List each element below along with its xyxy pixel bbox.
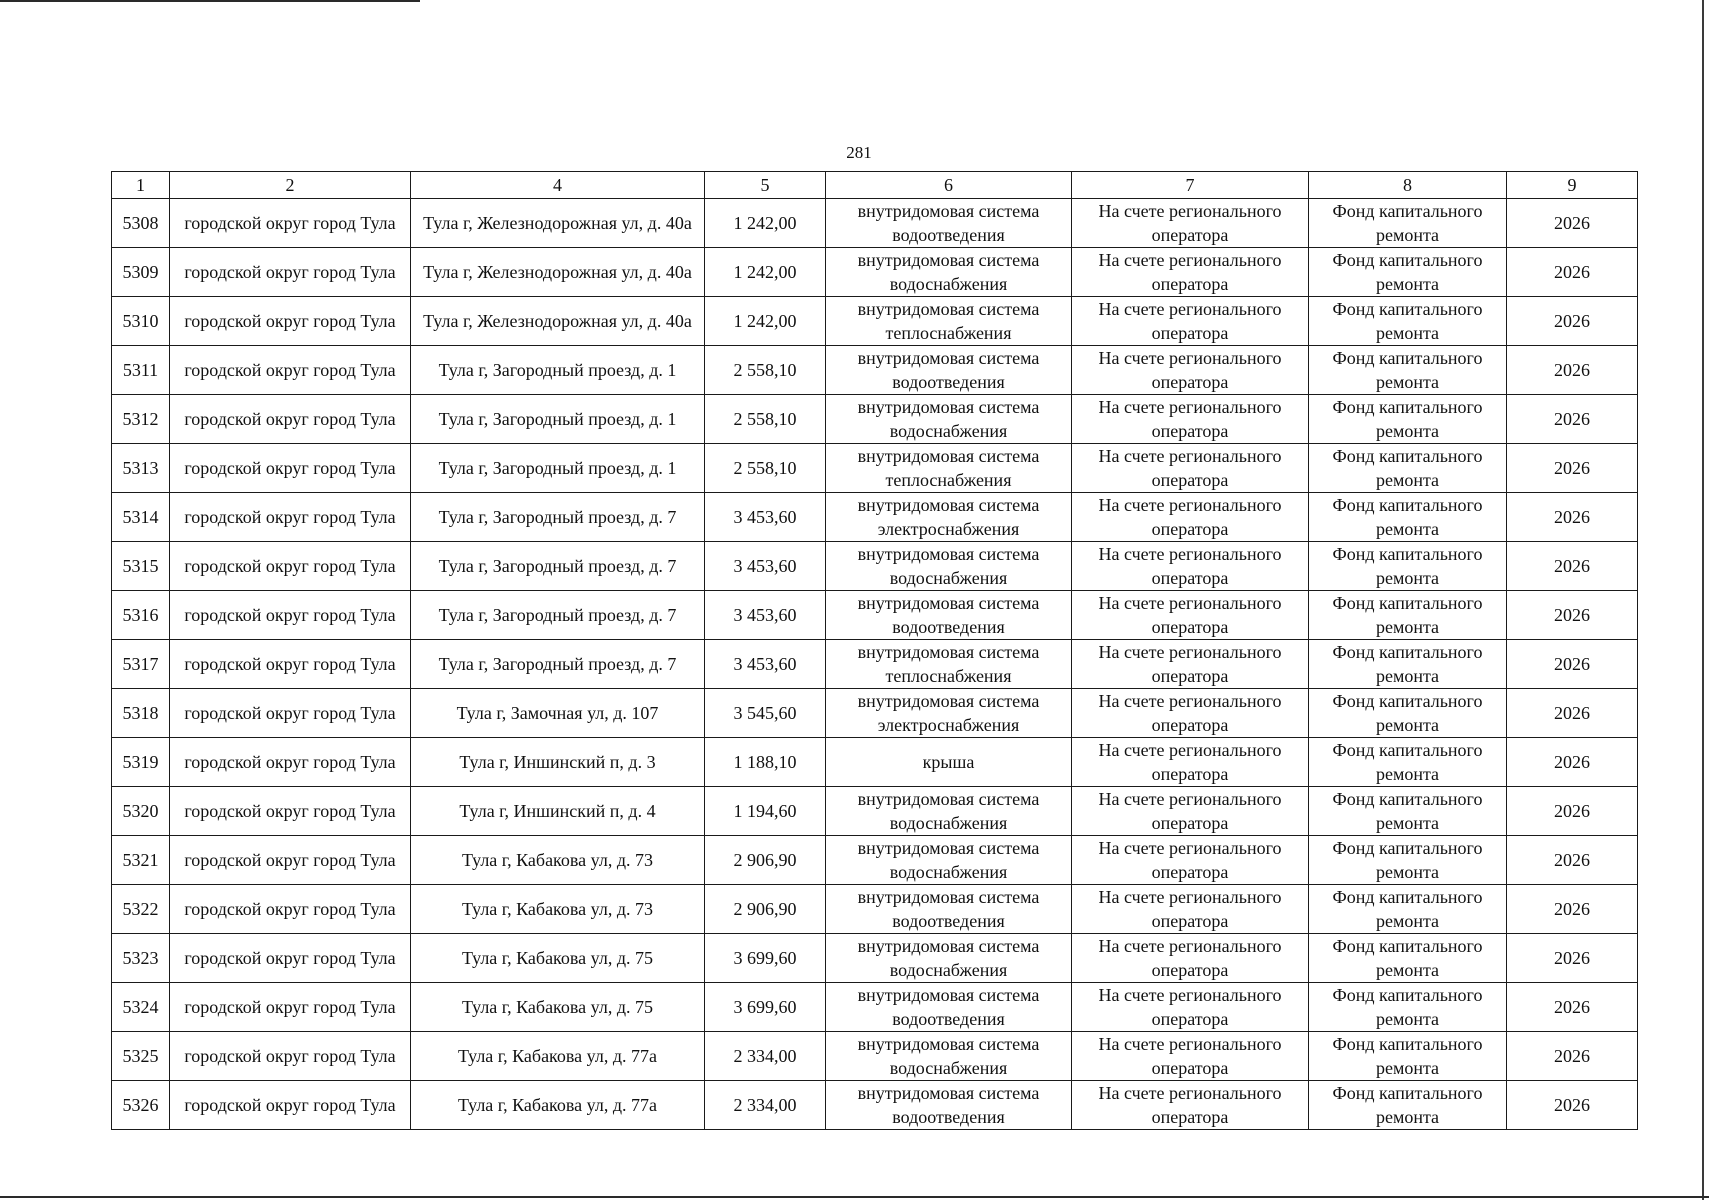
account-cell: На счете регионального оператора xyxy=(1072,983,1309,1032)
district-cell: городской округ город Тула xyxy=(170,591,411,640)
district-cell: городской округ город Тула xyxy=(170,934,411,983)
system-cell: внутридомовая система теплоснабжения xyxy=(826,640,1072,689)
row-number-cell: 5310 xyxy=(112,297,170,346)
row-number-cell: 5312 xyxy=(112,395,170,444)
address-cell: Тула г, Кабакова ул, д. 75 xyxy=(411,934,705,983)
funding-source-cell: Фонд капитального ремонта xyxy=(1309,1081,1507,1130)
address-cell: Тула г, Загородный проезд, д. 7 xyxy=(411,493,705,542)
district-cell: городской округ город Тула xyxy=(170,346,411,395)
year-cell: 2026 xyxy=(1507,1081,1638,1130)
funding-source-cell: Фонд капитального ремонта xyxy=(1309,395,1507,444)
year-cell: 2026 xyxy=(1507,591,1638,640)
funding-source-cell: Фонд капитального ремонта xyxy=(1309,199,1507,248)
account-cell: На счете регионального оператора xyxy=(1072,199,1309,248)
area-cell: 3 699,60 xyxy=(705,983,826,1032)
system-cell: внутридомовая система водоснабжения xyxy=(826,787,1072,836)
table-row xyxy=(112,640,1638,689)
system-cell: внутридомовая система водоотведения xyxy=(826,885,1072,934)
system-cell: внутридомовая система водоснабжения xyxy=(826,836,1072,885)
year-cell: 2026 xyxy=(1507,640,1638,689)
area-cell: 2 558,10 xyxy=(705,395,826,444)
funding-source-cell: Фонд капитального ремонта xyxy=(1309,248,1507,297)
table-row xyxy=(112,934,1638,983)
system-cell: внутридомовая система водоотведения xyxy=(826,346,1072,395)
table-row xyxy=(112,444,1638,493)
funding-source-cell: Фонд капитального ремонта xyxy=(1309,591,1507,640)
area-cell: 1 188,10 xyxy=(705,738,826,787)
funding-source-cell: Фонд капитального ремонта xyxy=(1309,983,1507,1032)
row-number-cell: 5317 xyxy=(112,640,170,689)
district-cell: городской округ город Тула xyxy=(170,689,411,738)
funding-source-cell: Фонд капитального ремонта xyxy=(1309,444,1507,493)
column-header: 4 xyxy=(411,172,705,199)
funding-source-cell: Фонд капитального ремонта xyxy=(1309,689,1507,738)
system-cell: внутридомовая система водоотведения xyxy=(826,199,1072,248)
table-row xyxy=(112,395,1638,444)
district-cell: городской округ город Тула xyxy=(170,787,411,836)
scan-edge-bottom xyxy=(0,1196,1709,1198)
row-number-cell: 5324 xyxy=(112,983,170,1032)
year-cell: 2026 xyxy=(1507,1032,1638,1081)
table-row xyxy=(112,885,1638,934)
system-cell: внутридомовая система теплоснабжения xyxy=(826,444,1072,493)
system-cell: внутридомовая система электроснабжения xyxy=(826,493,1072,542)
row-number-cell: 5313 xyxy=(112,444,170,493)
year-cell: 2026 xyxy=(1507,738,1638,787)
address-cell: Тула г, Загородный проезд, д. 7 xyxy=(411,591,705,640)
table-row xyxy=(112,983,1638,1032)
account-cell: На счете регионального оператора xyxy=(1072,248,1309,297)
account-cell: На счете регионального оператора xyxy=(1072,1032,1309,1081)
area-cell: 1 242,00 xyxy=(705,248,826,297)
funding-source-cell: Фонд капитального ремонта xyxy=(1309,1032,1507,1081)
table-row xyxy=(112,1032,1638,1081)
capital-repair-table xyxy=(111,171,1638,1130)
year-cell: 2026 xyxy=(1507,787,1638,836)
account-cell: На счете регионального оператора xyxy=(1072,444,1309,493)
district-cell: городской округ город Тула xyxy=(170,199,411,248)
column-header: 9 xyxy=(1507,172,1638,199)
column-header: 8 xyxy=(1309,172,1507,199)
system-cell: внутридомовая система водоотведения xyxy=(826,1081,1072,1130)
year-cell: 2026 xyxy=(1507,836,1638,885)
funding-source-cell: Фонд капитального ремонта xyxy=(1309,542,1507,591)
address-cell: Тула г, Железнодорожная ул, д. 40а xyxy=(411,297,705,346)
area-cell: 3 453,60 xyxy=(705,591,826,640)
address-cell: Тула г, Кабакова ул, д. 73 xyxy=(411,885,705,934)
district-cell: городской округ город Тула xyxy=(170,542,411,591)
table-row xyxy=(112,836,1638,885)
account-cell: На счете регионального оператора xyxy=(1072,787,1309,836)
district-cell: городской округ город Тула xyxy=(170,1032,411,1081)
address-cell: Тула г, Иншинский п, д. 4 xyxy=(411,787,705,836)
table-row xyxy=(112,346,1638,395)
address-cell: Тула г, Железнодорожная ул, д. 40а xyxy=(411,248,705,297)
column-header: 6 xyxy=(826,172,1072,199)
district-cell: городской округ город Тула xyxy=(170,395,411,444)
account-cell: На счете регионального оператора xyxy=(1072,640,1309,689)
area-cell: 1 194,60 xyxy=(705,787,826,836)
district-cell: городской округ город Тула xyxy=(170,248,411,297)
column-header: 7 xyxy=(1072,172,1309,199)
year-cell: 2026 xyxy=(1507,395,1638,444)
row-number-cell: 5309 xyxy=(112,248,170,297)
scan-edge-right xyxy=(1702,0,1704,1200)
table-row xyxy=(112,591,1638,640)
table-row xyxy=(112,542,1638,591)
row-number-cell: 5321 xyxy=(112,836,170,885)
system-cell: внутридомовая система водоснабжения xyxy=(826,1032,1072,1081)
row-number-cell: 5314 xyxy=(112,493,170,542)
area-cell: 1 242,00 xyxy=(705,199,826,248)
area-cell: 3 699,60 xyxy=(705,934,826,983)
funding-source-cell: Фонд капитального ремонта xyxy=(1309,787,1507,836)
system-cell: внутридомовая система водоотведения xyxy=(826,591,1072,640)
account-cell: На счете регионального оператора xyxy=(1072,689,1309,738)
table-row xyxy=(112,248,1638,297)
funding-source-cell: Фонд капитального ремонта xyxy=(1309,885,1507,934)
column-number-row xyxy=(112,172,1638,199)
area-cell: 3 545,60 xyxy=(705,689,826,738)
district-cell: городской округ город Тула xyxy=(170,836,411,885)
account-cell: На счете регионального оператора xyxy=(1072,493,1309,542)
account-cell: На счете регионального оператора xyxy=(1072,738,1309,787)
row-number-cell: 5326 xyxy=(112,1081,170,1130)
area-cell: 2 334,00 xyxy=(705,1081,826,1130)
account-cell: На счете регионального оператора xyxy=(1072,885,1309,934)
row-number-cell: 5315 xyxy=(112,542,170,591)
page-number: 281 xyxy=(846,143,872,162)
year-cell: 2026 xyxy=(1507,983,1638,1032)
row-number-cell: 5318 xyxy=(112,689,170,738)
row-number-cell: 5308 xyxy=(112,199,170,248)
district-cell: городской округ город Тула xyxy=(170,493,411,542)
year-cell: 2026 xyxy=(1507,542,1638,591)
year-cell: 2026 xyxy=(1507,934,1638,983)
area-cell: 2 334,00 xyxy=(705,1032,826,1081)
district-cell: городской округ город Тула xyxy=(170,444,411,493)
system-cell: внутридомовая система водоотведения xyxy=(826,983,1072,1032)
funding-source-cell: Фонд капитального ремонта xyxy=(1309,297,1507,346)
row-number-cell: 5311 xyxy=(112,346,170,395)
table-row xyxy=(112,493,1638,542)
address-cell: Тула г, Кабакова ул, д. 75 xyxy=(411,983,705,1032)
row-number-cell: 5316 xyxy=(112,591,170,640)
system-cell: внутридомовая система электроснабжения xyxy=(826,689,1072,738)
area-cell: 3 453,60 xyxy=(705,542,826,591)
account-cell: На счете регионального оператора xyxy=(1072,346,1309,395)
funding-source-cell: Фонд капитального ремонта xyxy=(1309,738,1507,787)
table-row xyxy=(112,199,1638,248)
address-cell: Тула г, Кабакова ул, д. 73 xyxy=(411,836,705,885)
district-cell: городской округ город Тула xyxy=(170,983,411,1032)
area-cell: 2 906,90 xyxy=(705,836,826,885)
address-cell: Тула г, Загородный проезд, д. 1 xyxy=(411,395,705,444)
account-cell: На счете регионального оператора xyxy=(1072,395,1309,444)
area-cell: 2 906,90 xyxy=(705,885,826,934)
table-row xyxy=(112,297,1638,346)
year-cell: 2026 xyxy=(1507,493,1638,542)
area-cell: 3 453,60 xyxy=(705,493,826,542)
district-cell: городской округ город Тула xyxy=(170,640,411,689)
system-cell: внутридомовая система теплоснабжения xyxy=(826,297,1072,346)
row-number-cell: 5320 xyxy=(112,787,170,836)
address-cell: Тула г, Кабакова ул, д. 77а xyxy=(411,1081,705,1130)
district-cell: городской округ город Тула xyxy=(170,738,411,787)
column-header: 2 xyxy=(170,172,411,199)
address-cell: Тула г, Кабакова ул, д. 77а xyxy=(411,1032,705,1081)
funding-source-cell: Фонд капитального ремонта xyxy=(1309,493,1507,542)
funding-source-cell: Фонд капитального ремонта xyxy=(1309,934,1507,983)
district-cell: городской округ город Тула xyxy=(170,1081,411,1130)
year-cell: 2026 xyxy=(1507,297,1638,346)
funding-source-cell: Фонд капитального ремонта xyxy=(1309,346,1507,395)
year-cell: 2026 xyxy=(1507,346,1638,395)
column-header: 1 xyxy=(112,172,170,199)
year-cell: 2026 xyxy=(1507,689,1638,738)
address-cell: Тула г, Загородный проезд, д. 1 xyxy=(411,444,705,493)
table-row xyxy=(112,689,1638,738)
scan-edge-top xyxy=(0,0,420,2)
address-cell: Тула г, Загородный проезд, д. 7 xyxy=(411,542,705,591)
system-cell: внутридомовая система водоснабжения xyxy=(826,934,1072,983)
funding-source-cell: Фонд капитального ремонта xyxy=(1309,836,1507,885)
funding-source-cell: Фонд капитального ремонта xyxy=(1309,640,1507,689)
district-cell: городской округ город Тула xyxy=(170,297,411,346)
area-cell: 2 558,10 xyxy=(705,346,826,395)
account-cell: На счете регионального оператора xyxy=(1072,542,1309,591)
district-cell: городской округ город Тула xyxy=(170,885,411,934)
account-cell: На счете регионального оператора xyxy=(1072,836,1309,885)
address-cell: Тула г, Замочная ул, д. 107 xyxy=(411,689,705,738)
address-cell: Тула г, Иншинский п, д. 3 xyxy=(411,738,705,787)
address-cell: Тула г, Загородный проезд, д. 7 xyxy=(411,640,705,689)
account-cell: На счете регионального оператора xyxy=(1072,1081,1309,1130)
system-cell: внутридомовая система водоснабжения xyxy=(826,395,1072,444)
row-number-cell: 5319 xyxy=(112,738,170,787)
table-body xyxy=(112,199,1638,1130)
area-cell: 3 453,60 xyxy=(705,640,826,689)
column-header: 5 xyxy=(705,172,826,199)
table-row xyxy=(112,738,1638,787)
year-cell: 2026 xyxy=(1507,444,1638,493)
area-cell: 1 242,00 xyxy=(705,297,826,346)
table-row xyxy=(112,1081,1638,1130)
year-cell: 2026 xyxy=(1507,885,1638,934)
account-cell: На счете регионального оператора xyxy=(1072,934,1309,983)
system-cell: крыша xyxy=(826,738,1072,787)
address-cell: Тула г, Железнодорожная ул, д. 40а xyxy=(411,199,705,248)
row-number-cell: 5323 xyxy=(112,934,170,983)
account-cell: На счете регионального оператора xyxy=(1072,591,1309,640)
system-cell: внутридомовая система водоснабжения xyxy=(826,542,1072,591)
row-number-cell: 5322 xyxy=(112,885,170,934)
table-row xyxy=(112,787,1638,836)
area-cell: 2 558,10 xyxy=(705,444,826,493)
system-cell: внутридомовая система водоснабжения xyxy=(826,248,1072,297)
address-cell: Тула г, Загородный проезд, д. 1 xyxy=(411,346,705,395)
year-cell: 2026 xyxy=(1507,199,1638,248)
year-cell: 2026 xyxy=(1507,248,1638,297)
row-number-cell: 5325 xyxy=(112,1032,170,1081)
account-cell: На счете регионального оператора xyxy=(1072,297,1309,346)
